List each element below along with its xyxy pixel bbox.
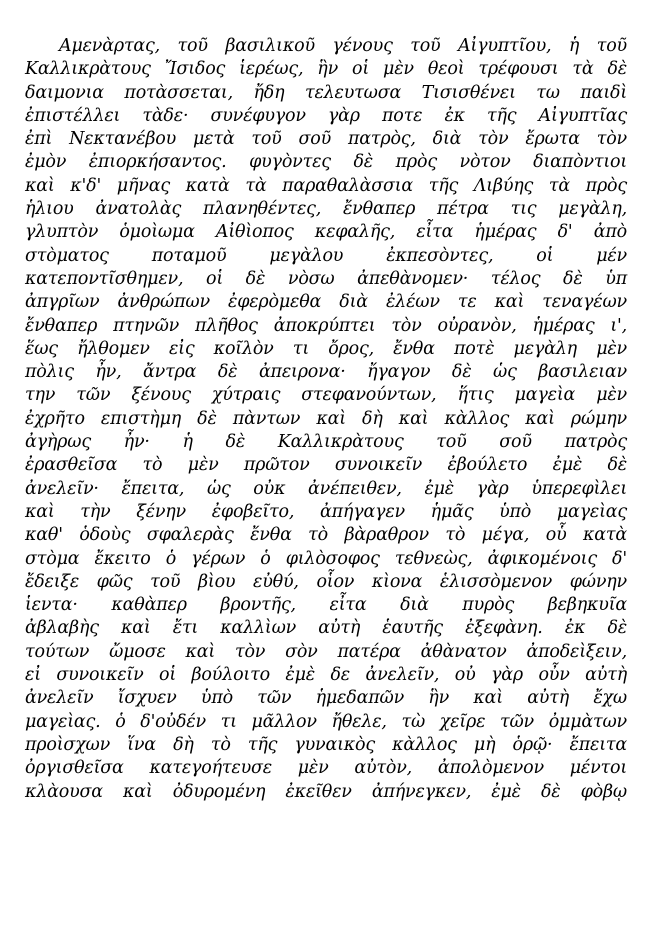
text-line: ὀργισθεῖσα κατεγοήτευσε μὲν αὐτὸν, ἀπολὸμενον μέντοι (25, 758, 627, 779)
text-line: στὸμα ἔκειτο ὁ γέρων ὁ φιλὸσοφος τεθνεὼς, ἀφικομένοις δ' (25, 548, 627, 569)
text-line: ἀγὴρως ἦν· ἡ δὲ Καλλικρὰτους τοῦ σοῦ πατρὸς (25, 432, 627, 453)
text-line: καὶ τὴν ξένην ἐφοβεῖτο, ἀπήγαγεν ἡμᾶς ὑπὸ μαγεὶας (25, 501, 627, 522)
text-line: ἐμὸν ἐπιορκήσαντος. φυγὸντες δὲ πρὸς νὸτον διαπὸντιοι (25, 152, 627, 173)
text-line: ἀβλαβὴς καὶ ἔτι καλλὶων αὐτὴ ἑαυτῆς ἐξεφὰνη. ἐκ δὲ (25, 618, 627, 639)
text-line: μαγεὶας. ὁ δ'οὐδέν τι μᾶλλον ἤθελε, τὼ χεῖρε τῶν ὀμμὰτων (25, 711, 627, 732)
text-line: ἱεντα· καθὰπερ βροντῆς, εἶτα διὰ πυρὸς βεβηκυῖα (25, 595, 627, 616)
text-line: ἐπιστέλλει τὰδε· συνέφυγον γὰρ ποτε ἐκ τῆς Αἰγυπτῖας (25, 105, 627, 126)
text-line: ἀνελεῖν· ἔπειτα, ὡς οὐκ ἀνέπειθεν, ἐμὲ γὰρ ὑπερεφὶλει (25, 478, 627, 499)
text-line: ἔνθαπερ πτηνῶν πλῆθος ἀποκρύπτει τὸν οὐρανὸν, ἡμέρας ι', (25, 315, 627, 336)
greek-text-page (25, 35, 627, 804)
text-line: ἀπγρῖων ἀνθρώπων ἐφερὸμεθα διὰ ἐλέων τε καὶ τεναγέων (25, 292, 627, 313)
text-line: κατεποντῖσθημεν, οἱ δὲ νὸσω ἀπεθὰνομεν· τέλος δὲ ὑπ (25, 268, 627, 289)
text-line: κλὰουσα καὶ ὀδυρομένη ἐκεῖθεν ἀπήνεγκεν, ἐμὲ δὲ φὸβῳ (25, 781, 627, 802)
text-line: ἔδειξε φῶς τοῦ βὶου εὐθύ, οἷον κὶονα ἑλισσὸμενον φώνην (25, 571, 627, 592)
text-line: ἀνελεῖν ἴσχυεν ὑπὸ τῶν ἡμεδαπῶν ἣν καὶ αὐτὴ ἔχω (25, 688, 627, 709)
text-line: πὸλις ἦν, ἄντρα δὲ ἀπειρονα· ἤγαγον δὲ ὡς βασιλειαν (25, 362, 627, 383)
text-line: Αμενὰρτας, τοῦ βασιλικοῦ γένους τοῦ Αἰγυπτῖου, ἡ τοῦ (59, 36, 627, 56)
text-line: Καλλικρὰτους Ἴσιδος ἱερέως, ἣν οἱ μὲν θεοὶ τρέφουσι τὰ δὲ (25, 59, 627, 80)
text-line: στὸματος ποταμοῦ μεγὰλου ἐκπεσὸντες, οἱ μέν (25, 245, 627, 266)
text-line: ἐχρῆτο επιστὴμη δὲ πὰντων καὶ δὴ καὶ κὰλλος καὶ ρώμην (25, 408, 627, 429)
text-line: ἐρασθεῖσα τὸ μὲν πρῶτον συνοικεῖν ἐβούλετο ἐμὲ δὲ (25, 455, 627, 476)
text-line: καθ' ὁδοὺς σφαλερὰς ἔνθα τὸ βὰραθρον τὸ μέγα, οὗ κατὰ (25, 525, 627, 546)
text-line: ἕως ἤλθομεν εἰς κοῖλὸν τι ὄρος, ἔνθα ποτὲ μεγὰλη μὲν (25, 338, 627, 359)
text-line: γλυπτὸν ὁμοὶωμα Αἰθὶοπος κεφαλῆς, εἶτα ἡμέρας δ' ἀπὸ (25, 222, 627, 243)
text-line: την τῶν ξένους χύτραις στεφανούντων, ἥτις μαγεὶα μὲν (25, 385, 627, 406)
text-line: τούτων ὤμοσε καὶ τὸν σὸν πατέρα ἀθὰνατον ἀποδεὶξειν, (25, 641, 627, 662)
text-line: καὶ κ'δ' μῆνας κατὰ τὰ παραθαλὰσσια τῆς Λιβύης τὰ πρὸς (25, 175, 627, 196)
text-line: ἐπὶ Νεκτανέβου μετὰ τοῦ σοῦ πατρὸς, διὰ τὸν ἔρωτα τὸν (25, 129, 627, 150)
text-line: ἡλιου ἀνατολὰς πλανηθέντες, ἔνθαπερ πέτρα τις μεγὰλη, (25, 199, 627, 220)
text-line: εἰ συνοικεῖν οἱ βούλοιτο ἐμὲ δε ἀνελεῖν, οὐ γὰρ οὖν αὐτὴ (25, 665, 627, 686)
text-line: προὶσχων ἵνα δὴ τὸ τῆς γυναικὸς κὰλλος μὴ ὁρῷ· ἔπειτα (25, 734, 627, 755)
text-line: δαιμονια ποτὰσσεται, ἤδη τελευτωσα Τισισθένει τω παιδὶ (25, 82, 627, 103)
